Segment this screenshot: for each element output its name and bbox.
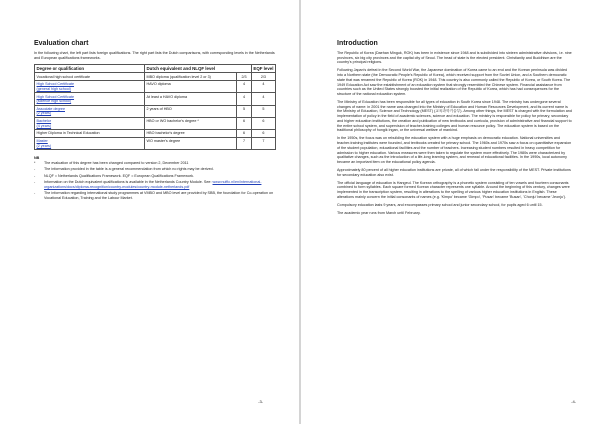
introduction-paragraph: Approximately 80 percent of all higher education institutions are private, all of which fall under the responsibility of the MEST. Private institutions for secondary education also exist. [337,167,571,177]
introduction-paragraph: Compulsory education lasts 9 years, and encompasses primary school and junior secondary school, for pupils aged 6 until 15. [337,202,543,207]
degree-cell [35,137,145,149]
nuffic-country-module-link[interactable]: www.nuffic.nl/en/international-organizations/docs/diploma-recognition/country-modules/country-module-netherlands.pdf [44,179,262,189]
nlqf-level-cell: 4 [237,81,252,93]
evaluation-chart-intro: In the following chart, the left part lists foreign qualifications. The right part lists the Dutch comparisons, with corresponding levels in the Netherlands and European qualifications frameworks. [34,51,275,60]
nb-item-text: Information on the Dutch equivalent qualifications is available in the Netherlands Country Module. See: [44,179,212,184]
introduction-paragraph: The Republic of Korea (Daehan Minguk, ROK) has been in existence since 1948 and is subdivided into sixteen administrative divisions, i.e. nine provinces, six big city provinces and the capital city of Seoul. The head of state is the elected president. Christianity and Buddhism are the country's principal religions. [337,51,572,65]
table-body [35,73,276,150]
nlqf-level-cell: 2/3 [237,73,252,81]
degree-cell [35,130,145,138]
nb-marker: - [34,179,36,184]
degree-name: Vocational high school certificate [36,74,91,79]
left-page [0,0,299,424]
header-eqf: EQF level [251,64,275,73]
nb-marker: - [34,190,36,195]
eqf-level-cell: 4 [251,81,275,93]
nb-notes [34,156,279,200]
nb-text [44,167,279,172]
right-page [301,0,600,424]
degree-link[interactable]: Bachelor [36,119,52,124]
eqf-level-cell: 6 [251,117,275,129]
eqf-level-cell: 2/3 [251,73,275,81]
nlqf-level-cell: 5 [237,105,252,117]
eqf-level-cell: 5 [251,105,275,117]
nb-item [34,191,279,200]
page-number-left: -3- [258,399,263,404]
evaluation-chart-title: Evaluation chart [34,40,89,47]
degree-duration-link[interactable]: (2 years) [36,111,52,116]
degree-duration-link[interactable]: (4 years) [36,123,52,128]
introduction-body [337,51,572,215]
introduction-paragraph: Following Japan's defeat in the Second World War, the Japanese domination of Korea came to an end and the Korean peninsula was divided into a Northern state (the Democratic People's Republic of Korea), which received support from the Soviet Union, and a Southern democratic state that was renamed the Republic of Korea (ROK) in 1948. This country is also commonly called the Republic of Korea, or South Korea. The 1949 Education Act saw the establishment of an education system that strongly resembled the Chinese system. Financial assistance from countries such as the United States strongly boosted the initial realization of the Republic of Korea, which has had consequences for the structure of the national education system. [337,68,571,97]
degree-link[interactable]: Master [36,139,48,144]
nb-item [34,180,279,189]
table-row [35,130,276,138]
nb-item-text: The information regarding international study programmes at VMBO and MBO level are provided by SBB, the foundation for Co-operation on Vocational Education, Training and the Labour Market. [44,190,274,200]
table-row [35,105,276,117]
degree-cell [35,93,145,105]
table-row [35,73,276,81]
header-degree: Degree or qualification [35,64,145,73]
dutch-equivalent-cell: WO master's degree [145,137,237,149]
nb-item-text: The evaluation of this degree has been changed compared to version 2, December 2011 [44,161,189,166]
nb-item [34,167,279,172]
nb-list [34,161,279,200]
page-number-right: -4- [571,399,576,404]
nb-marker: - [34,167,36,172]
eqf-level-cell: 4 [251,93,275,105]
degree-cell [35,81,145,93]
eqf-level-cell: 7 [251,137,275,149]
introduction-paragraph: In the 1950s, the focus was on rebuilding the education system with a huge emphasis on democratic education. National universities and teacher-training institutes were founded, and textbooks created for primary school. The 1960s and 1970s saw a focus on quantitative expansion of the student population, educational facilities and the number of teachers. Increasing student numbers resulted in heavy competition for admission to higher education. Various measures were then taken to regulate the system more effectively. The 1980s were characterized by qualitative changes, such as the introduction of a life-long learning system, and renewal of educational facilities. In the 1990s, local autonomy became an important item on the educational policy agenda. [337,136,572,164]
nb-text [44,180,279,189]
header-dutch-equivalent: Dutch equivalent and NLQF level [145,64,252,73]
table-row [35,117,276,129]
degree-duration-link[interactable]: (general high school) [36,86,71,91]
degree-link[interactable]: High School Certificate [36,94,75,99]
degree-cell [35,73,145,81]
nb-marker: * [34,161,36,166]
eqf-level-cell: 6 [251,130,275,138]
dutch-equivalent-cell: HBO bachelor's degree [145,130,237,138]
nb-item-text: The information provided in the table is a general recommendation from which no rights may be derived. [44,167,214,172]
nb-item [34,174,279,179]
dutch-equivalent-cell: MBO diploma (qualification level 2 or 3) [145,73,237,81]
nlqf-level-cell: 6 [237,130,252,138]
table-row [35,93,276,105]
nb-text [44,161,279,166]
evaluation-table [34,64,276,151]
dutch-equivalent-cell: 2 years of HBO [145,105,237,117]
introduction-paragraph: The Ministry of Education has been responsible for all types of education in South Korea since 1948. The ministry has undergone several changes of name: in 2001 the name was changed into the Ministry of Education and Human Resources Development, and its current name is the Ministry of Education, Science and Technology (MEST) (교육과학기술부). Among other things, the MEST is charged with the formulation and implementation of policy in the field of academic sciences, science and education. The ministry is responsible for policy for primary, secondary and higher education institutions, the creation and publication of new textbooks and curricula, provision of administrative and financial support to the entire school system, and supervision of teacher-training colleges and human resource policy. The education system is based on the traditional philosophy of hongik ingan, or the universal welfare of mankind. [337,99,572,133]
degree-duration-link[interactable]: (2 years) [36,143,52,148]
degree-link[interactable]: High School Certificate [36,82,75,87]
dutch-equivalent-cell: At least a HAVO diploma [145,93,237,105]
table-row [35,137,276,149]
nlqf-level-cell: 6 [237,117,252,129]
nb-title: NB [34,156,40,161]
introduction-paragraph: The official language of education is Hangeul. The Korean orthography is a phonetic system consisting of ten vowels and fourteen consonants combined to form syllables. Each square formed Korean character represents one syllable. Around the beginning of this century, changes were implemented in the transcription system, resulting in alterations to the spelling of various higher education institutions in English. These alterations mainly concern the initial consonants of names (e.g. 'Kimpo' became 'Gimpo', 'Pusan' became 'Busan', 'Chonju' became 'Jeonju'). [337,180,570,199]
introduction-title: Introduction [337,40,378,47]
degree-link[interactable]: Associate degree [36,106,65,111]
nb-text [44,174,279,179]
nb-text [44,191,279,200]
table-row [35,81,276,93]
nb-item-text: NLQF = Netherlands Qualifications Framework. EQF = European Qualifications Framework. [44,173,195,178]
dutch-equivalent-cell: HAVO diploma [145,81,237,93]
degree-duration-link[interactable]: (science high school) [36,99,72,103]
introduction-paragraph: The academic year runs from March until February. [337,210,421,215]
nlqf-level-cell: 4 [237,93,252,105]
table-header-row [35,64,276,73]
degree-name: Higher Diploma in Technical Education [36,131,100,136]
dutch-equivalent-cell: HBO or WO bachelor's degree * [145,117,237,129]
nb-item [34,161,279,166]
degree-cell [35,105,145,117]
nb-marker: - [34,173,36,178]
degree-cell [35,117,145,129]
nlqf-level-cell: 7 [237,137,252,149]
